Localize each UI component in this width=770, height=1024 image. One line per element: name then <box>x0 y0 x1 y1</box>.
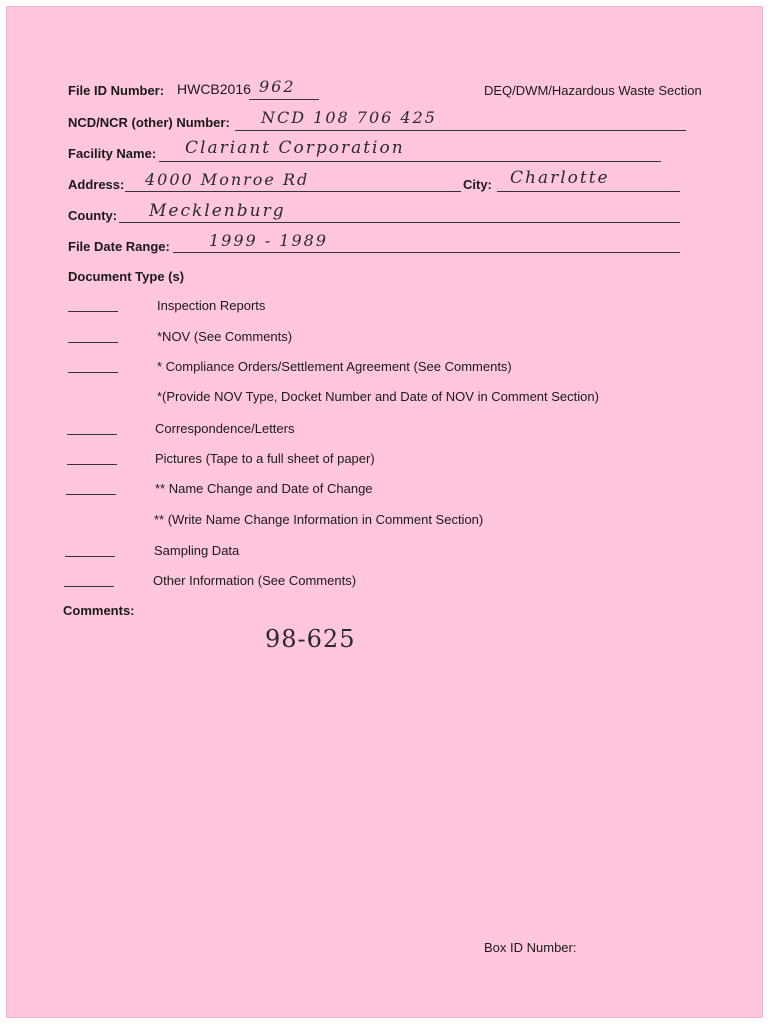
doc-type-other-information: Other Information (See Comments) <box>153 573 357 588</box>
ncd-label: NCD/NCR (other) Number: <box>68 115 230 130</box>
doc-type-sampling-data: Sampling Data <box>154 543 240 558</box>
date-range-value: 1999 - 1989 <box>209 231 329 250</box>
file-id-label: File ID Number: <box>68 83 165 98</box>
section-name: DEQ/DWM/Hazardous Waste Section <box>484 83 702 98</box>
sampling-data-blank <box>65 556 115 557</box>
address-label: Address: <box>68 177 125 192</box>
facility-line <box>159 161 661 162</box>
file-id-line <box>249 99 319 100</box>
county-line <box>119 222 680 223</box>
file-id-handwritten: 962 <box>259 77 296 96</box>
comments-label: Comments: <box>63 603 135 618</box>
compliance-orders-blank <box>68 372 118 373</box>
doc-type-inspection-reports: Inspection Reports <box>157 298 266 313</box>
form-sheet <box>6 6 763 1018</box>
doc-type-name-change: ** Name Change and Date of Change <box>155 481 373 496</box>
file-id-prefix: HWCB2016 <box>177 81 251 97</box>
nov-blank <box>68 342 118 343</box>
doc-type-correspondence: Correspondence/Letters <box>155 421 295 436</box>
name-change-blank <box>66 494 116 495</box>
document-type-heading: Document Type (s) <box>68 269 185 284</box>
box-id-label: Box ID Number: <box>484 940 577 955</box>
date-range-line <box>173 252 680 253</box>
facility-label: Facility Name: <box>68 146 157 161</box>
doc-type-compliance-orders: * Compliance Orders/Settlement Agreement (See Comments) <box>157 359 512 374</box>
city-value: Charlotte <box>510 168 610 188</box>
city-label: City: <box>463 177 492 192</box>
city-line <box>497 191 680 192</box>
county-label: County: <box>68 208 118 223</box>
other-information-blank <box>64 586 114 587</box>
address-value: 4000 Monroe Rd <box>145 170 310 189</box>
address-line <box>125 191 461 192</box>
ncd-line <box>235 130 686 131</box>
doc-type-pictures: Pictures (Tape to a full sheet of paper) <box>155 451 375 466</box>
comments-handwritten: 98-625 <box>265 625 356 653</box>
county-value: Mecklenburg <box>149 201 286 221</box>
date-range-label: File Date Range: <box>68 239 170 254</box>
name-change-instructions: ** (Write Name Change Information in Comment Section) <box>154 512 484 527</box>
facility-value: Clariant Corporation <box>185 138 405 158</box>
doc-type-nov: *NOV (See Comments) <box>157 329 293 344</box>
ncd-value: NCD 108 706 425 <box>261 108 437 127</box>
correspondence-blank <box>67 434 117 435</box>
pictures-blank <box>67 464 117 465</box>
inspection-reports-blank <box>68 311 118 312</box>
nov-instructions: *(Provide NOV Type, Docket Number and Date of NOV in Comment Section) <box>157 389 599 404</box>
